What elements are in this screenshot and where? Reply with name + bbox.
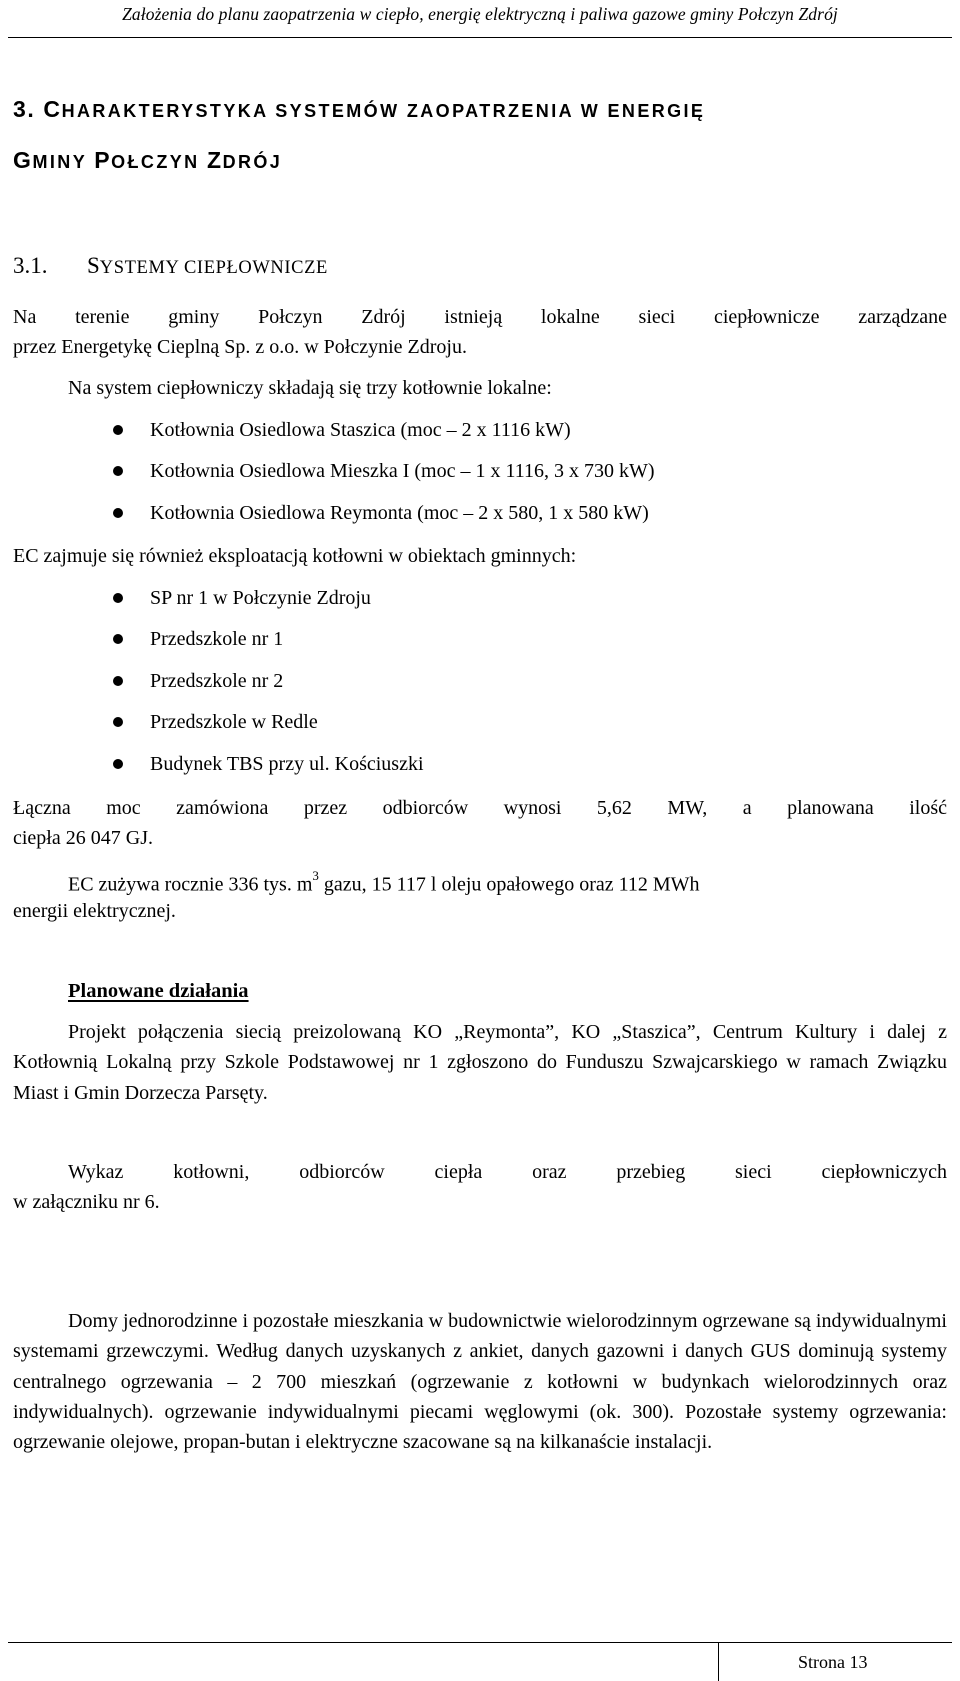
bullet-icon [113,676,123,686]
boilers-intro: Na system ciepłowniczy składają się trzy kotłownie lokalne: [68,377,552,399]
section-number: 3.1. [13,253,48,278]
consumption-line-2: energii elektrycznej. [13,900,176,922]
bullet-icon [113,425,123,435]
consumption-text: EC zużywa rocznie 336 tys. m [68,873,313,896]
boiler-item: Kotłownia Osiedlowa Mieszka I (moc – 1 x 1116, 3 x 730 kW) [150,460,655,482]
chapter-title-part: HARAKTERYSTYKA SYSTEMÓW ZAOPATRZENIA W ENERGIĘ [61,101,706,121]
consumption-text: gazu, 15 117 l oleju opałowego oraz 112 MWh [318,873,700,896]
chapter-title-part: P [94,147,112,173]
bullet-icon [113,466,123,476]
facility-item: Przedszkole nr 2 [150,670,284,692]
ec-intro: EC zajmuje się również eksploatacją kotłowni w obiektach gminnych: [13,545,577,567]
planned-paragraph: Projekt połączenia siecią preizolowaną KO „Reymonta”, KO „Staszica”, Centrum Kultury i dalej z Kotłownią Lokalną przy Szkole Podstawowej nr 1 zgłoszono do Funduszu Szwajcarskiego w ramach Związku Miast i Gmin Dorzecza Parsęty. [13,1021,947,1104]
facility-item: Przedszkole nr 1 [150,628,284,650]
chapter-title-line-1 [13,96,705,123]
chapter-title-part: 3. C [13,96,62,122]
consumption-line-1 [68,867,700,897]
section-title-initial: S [87,253,100,278]
running-header: Założenia do planu zaopatrzenia w ciepło, energię elektryczną i paliwa gazowe gminy Połczyn Zdrój [122,4,838,24]
section-title [13,253,328,279]
bullet-icon [113,508,123,518]
bullet-icon [113,717,123,727]
facility-item: Budynek TBS przy ul. Kościuszki [150,753,424,775]
chapter-title-part: DRÓJ [222,152,283,172]
chapter-title-line-2 [13,147,282,174]
bullet-icon [113,593,123,603]
boiler-item: Kotłownia Osiedlowa Staszica (moc – 2 x 1116 kW) [150,419,571,441]
households-paragraph: Domy jednorodzinne i pozostałe mieszkania w budownictwie wielorodzinnym ogrzewane są indywidualnymi systemami grzewczymi. Według danych uzyskanych z ankiet, danych gazowni i danych GUS dominują systemy centralnego ogrzewania – 2 700 mieszkań (ogrzewanie z kotłowni w budynkach wielorodzinnych oraz indywidualnych). ogrzewanie indywidualnymi piecami węglowymi (ok. 300). Pozostałe systemy ogrzewania: ogrzewanie olejowe, propan-butan i elektryczne szacowane są na kilkanaście instalacji. [13,1310,947,1454]
chapter-title-part: Z [206,147,223,173]
bullet-icon [113,634,123,644]
chapter-title-part: OŁCZYN [111,152,207,172]
facility-item: Przedszkole w Redle [150,711,318,733]
planned-heading: Planowane działania [68,980,249,1002]
list-note-line-1: Wykaz kotłowni, odbiorców ciepła oraz przebieg sieci ciepłowniczych [68,1161,947,1183]
total-power-line-1: Łączna moc zamówiona przez odbiorców wynosi 5,62 MW, a planowana ilość [13,797,947,819]
total-power-line-2: ciepła 26 047 GJ. [13,827,153,849]
chapter-title-part: G [13,147,33,173]
superscript: 3 [312,868,319,883]
chapter-title-part: MINY [32,152,95,172]
boiler-item: Kotłownia Osiedlowa Reymonta (moc – 2 x 580, 1 x 580 kW) [150,502,649,524]
facility-item: SP nr 1 w Połczynie Zdroju [150,587,371,609]
footer-separator [718,1642,719,1681]
page-number: Strona 13 [798,1652,868,1672]
header-rule [8,37,952,38]
section-title-rest: YSTEMY CIEPŁOWNICZE [99,258,328,278]
intro-line-1: Na terenie gminy Połczyn Zdrój istnieją lokalne sieci ciepłownicze zarządzane [13,306,947,328]
list-note-line-2: w załączniku nr 6. [13,1191,160,1213]
intro-line-2: przez Energetykę Cieplną Sp. z o.o. w Połczynie Zdroju. [13,336,467,358]
bullet-icon [113,759,123,769]
footer-rule [8,1642,952,1643]
